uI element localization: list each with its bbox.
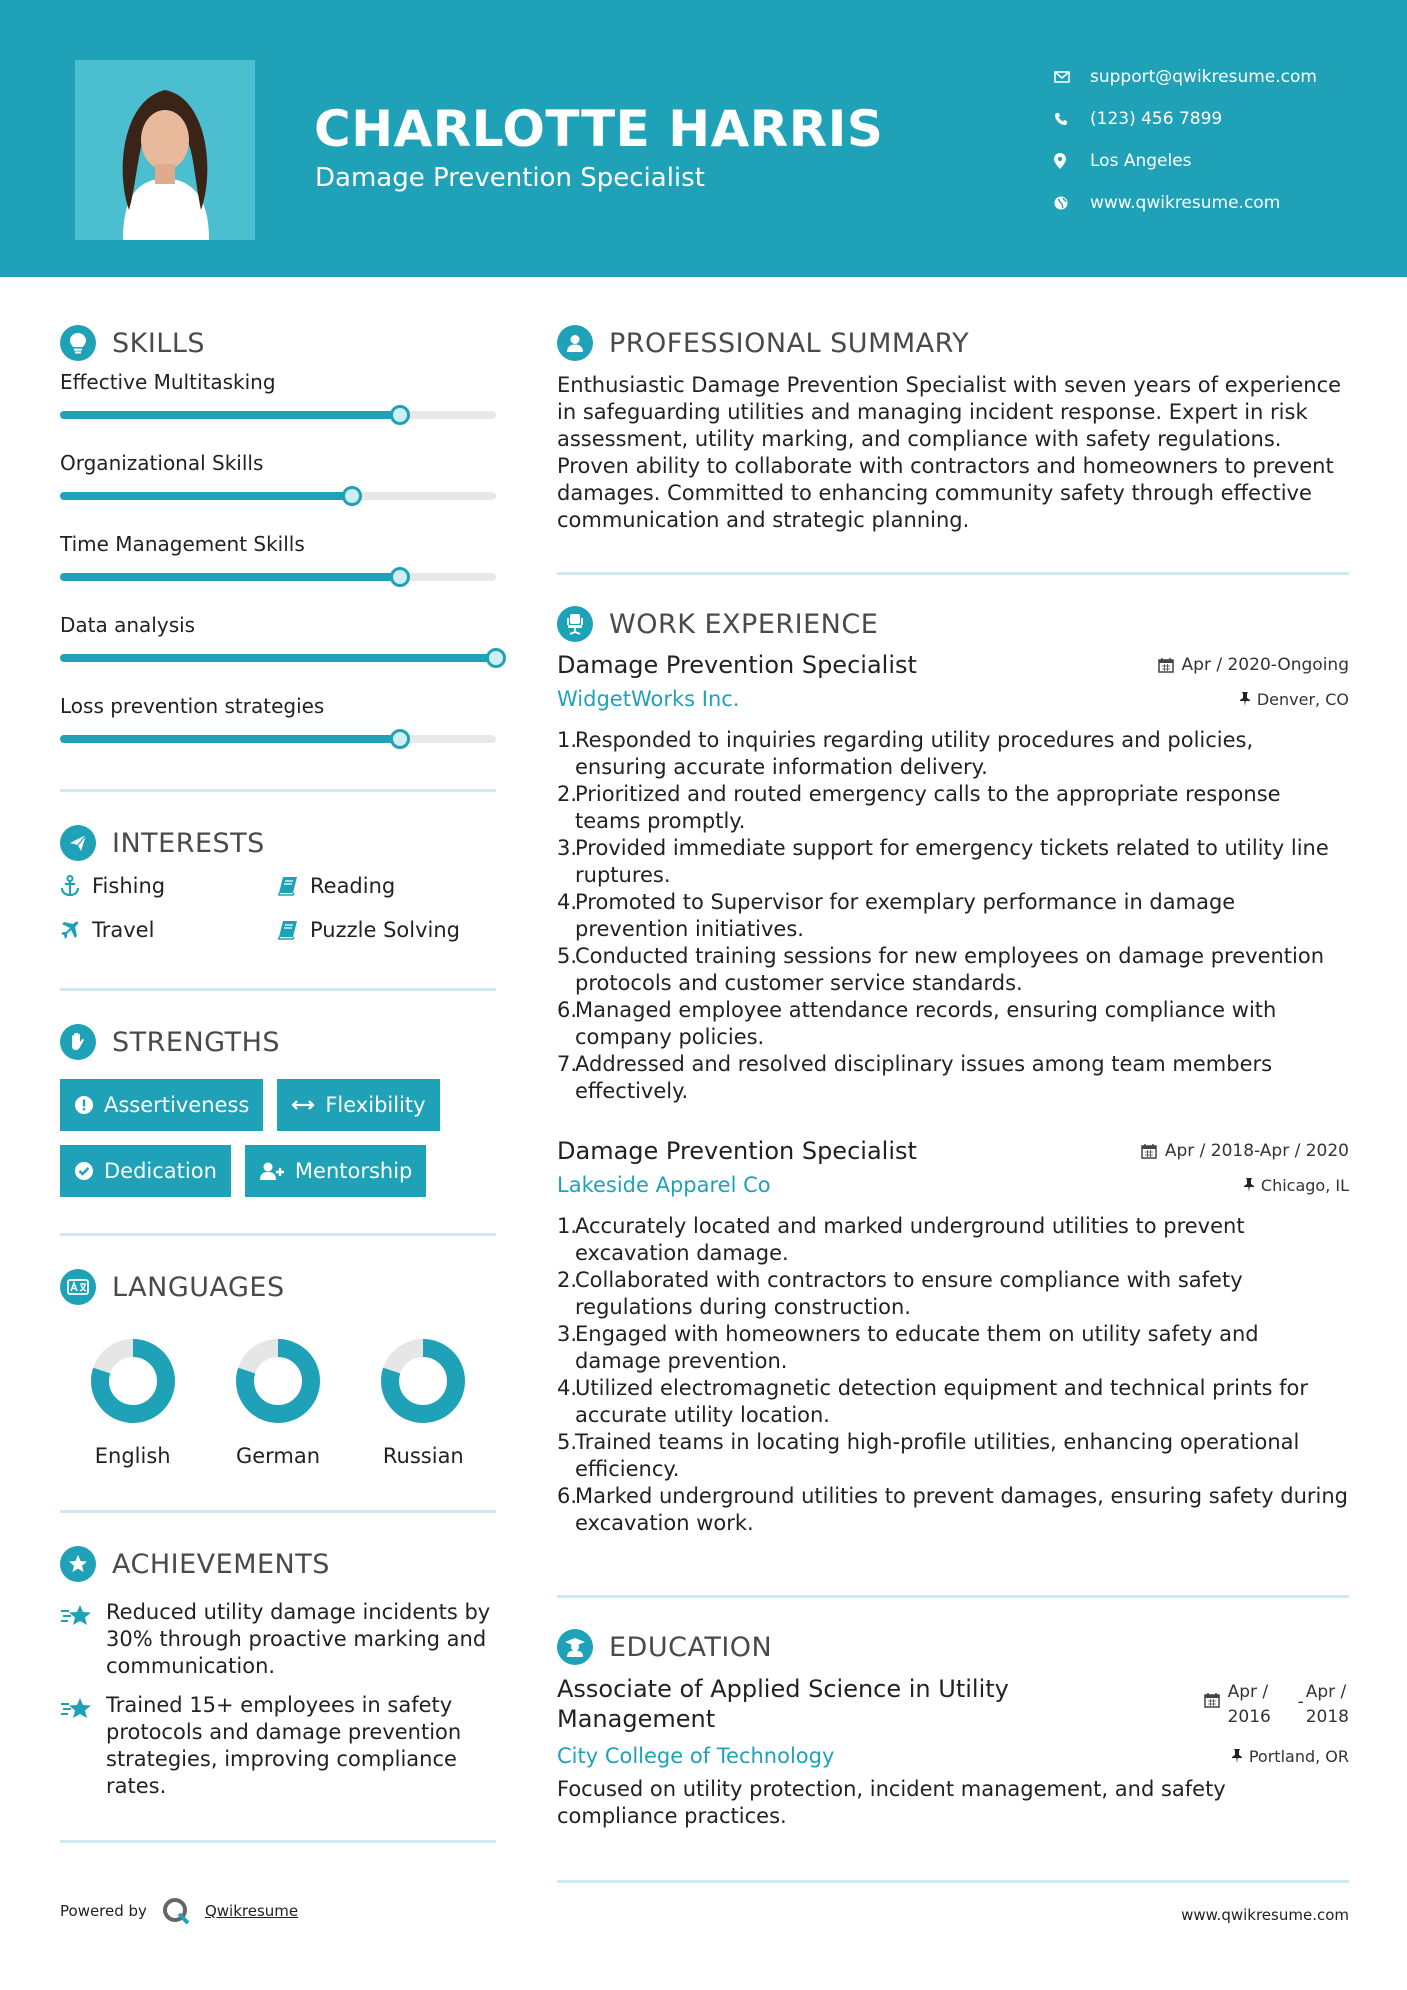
languages-heading xyxy=(60,1264,496,1310)
contact-phone[interactable] xyxy=(1054,98,1317,140)
job-date-text: Apr / 2020-Ongoing xyxy=(1181,655,1349,675)
interest-item xyxy=(60,874,278,898)
duty-list xyxy=(557,1213,1349,1537)
strength-tag xyxy=(277,1079,439,1131)
phone-icon xyxy=(1054,112,1090,126)
interest-label: Puzzle Solving xyxy=(310,918,460,942)
skill-item xyxy=(60,532,496,609)
duty-item: 5. Conducted training sessions for new employees on damage prevention protocols and customer service standards. xyxy=(557,943,1349,997)
language-donut xyxy=(378,1336,468,1426)
skills-heading xyxy=(60,320,496,366)
book-icon xyxy=(278,876,310,896)
duty-item: 4. Utilized electromagnetic detection equipment and technical prints for accurate utility location. xyxy=(557,1375,1349,1429)
achievement-item xyxy=(60,1692,496,1800)
duty-item: 6. Marked underground utilities to prevent damages, ensuring safety during excavation work. xyxy=(557,1484,1349,1535)
section-divider xyxy=(60,1510,496,1513)
profile-photo xyxy=(75,60,255,240)
skill-bar xyxy=(60,492,496,500)
date-part: Apr / xyxy=(1227,1682,1269,1702)
degree-line: Management xyxy=(557,1705,716,1733)
interest-label: Travel xyxy=(92,918,155,942)
skill-bar-knob xyxy=(390,567,410,587)
skill-bar-fill xyxy=(60,735,400,743)
duty-text: Promoted to Supervisor for exemplary performance in damage prevention initiatives. xyxy=(575,890,1236,941)
section-divider xyxy=(60,988,496,991)
contact-list xyxy=(1054,56,1317,224)
job-title: Damage Prevention Specialist xyxy=(557,1137,917,1165)
skill-label: Time Management Skills xyxy=(60,532,305,556)
skill-item xyxy=(60,694,496,771)
company-name: WidgetWorks Inc. xyxy=(557,687,740,711)
interests-heading xyxy=(60,820,496,866)
duty-item: 5. Trained teams in locating high-profile utilities, enhancing operational efficiency. xyxy=(557,1429,1349,1483)
contact-website[interactable] xyxy=(1054,182,1317,224)
duty-item: 3. Provided immediate support for emergency tickets related to utility line ruptures. xyxy=(557,835,1349,889)
language-label: German xyxy=(235,1444,321,1468)
skill-item xyxy=(60,613,496,690)
date-part: 2016 xyxy=(1227,1707,1271,1727)
education-date-end xyxy=(1306,1680,1349,1730)
skill-item xyxy=(60,370,496,447)
language-donut xyxy=(88,1336,178,1426)
interest-item xyxy=(278,874,496,898)
interest-label: Reading xyxy=(310,874,396,898)
duty-text: Provided immediate support for emergency tickets related to utility line ruptures. xyxy=(575,836,1329,887)
date-part: Apr / xyxy=(1305,1682,1347,1702)
skill-bar xyxy=(60,735,496,743)
education-heading xyxy=(557,1624,1349,1670)
calendar-icon xyxy=(1204,1680,1220,1713)
language-label: English xyxy=(94,1444,171,1468)
office-chair-icon xyxy=(557,606,593,642)
school-location xyxy=(1231,1747,1349,1766)
qwikresume-logo-icon xyxy=(161,1896,191,1926)
section-divider xyxy=(60,1840,496,1843)
shooting-star-icon xyxy=(60,1599,106,1680)
skills-list xyxy=(60,370,496,771)
achievement-text: Reduced utility damage incidents by 30% through proactive marking and communication. xyxy=(106,1600,491,1678)
duty-text: Trained teams in locating high-profile utilities, enhancing operational efficiency. xyxy=(575,1430,1300,1481)
section-divider xyxy=(557,572,1349,575)
contact-email[interactable] xyxy=(1054,56,1317,98)
summary-text: Enthusiastic Damage Prevention Specialist with seven years of experience in safeguarding utilities and managing incident response. Expert in risk assessment, utility marking, and compliance with safety regulations. Proven ability to collaborate with contractors and homeowners to prevent damages. Committed to enhancing community safety through effective communication and strategic planning. xyxy=(557,373,1342,532)
skill-bar-fill xyxy=(60,411,400,419)
degree-title xyxy=(557,1674,1009,1734)
date-part: 2018 xyxy=(1305,1707,1349,1727)
contact-phone-text: (123) 456 7899 xyxy=(1090,109,1223,129)
language-donut xyxy=(233,1336,323,1426)
language-item xyxy=(351,1336,496,1468)
plane-icon xyxy=(60,920,92,940)
skill-bar xyxy=(60,654,496,662)
powered-by-text: Powered by xyxy=(60,1902,147,1920)
duty-item: 2. Collaborated with contractors to ensure compliance with safety regulations during construction. xyxy=(557,1267,1349,1321)
interest-item xyxy=(60,918,278,942)
pushpin-icon xyxy=(1243,1178,1255,1192)
pushpin-icon xyxy=(1239,692,1251,706)
star-badge-icon xyxy=(60,1546,96,1582)
skill-bar-knob xyxy=(342,486,362,506)
envelope-icon xyxy=(1054,71,1090,83)
achievement-item xyxy=(60,1599,496,1680)
language-item xyxy=(60,1336,205,1468)
contact-location xyxy=(1054,140,1317,182)
skills-title: SKILLS xyxy=(112,327,206,359)
brand-link[interactable]: Qwikresume xyxy=(204,1902,299,1920)
contact-location-text: Los Angeles xyxy=(1090,151,1192,171)
strengths-title: STRENGTHS xyxy=(112,1026,281,1058)
calendar-icon xyxy=(1158,657,1174,673)
duty-item: 4. Promoted to Supervisor for exemplary performance in damage prevention initiatives. xyxy=(557,889,1349,943)
interests-title: INTERESTS xyxy=(112,827,265,859)
candidate-title: Damage Prevention Specialist xyxy=(315,163,705,193)
skill-bar-knob xyxy=(486,648,506,668)
education-description: Focused on utility protection, incident management, and safety compliance practices. xyxy=(557,1777,1226,1828)
skill-bar-fill xyxy=(60,492,352,500)
duty-text: Managed employee attendance records, ensuring compliance with company policies. xyxy=(575,998,1277,1049)
skill-label: Effective Multitasking xyxy=(60,370,276,394)
paper-plane-icon xyxy=(60,825,96,861)
candidate-name: CHARLOTTE HARRIS xyxy=(314,100,884,158)
skill-label: Organizational Skills xyxy=(60,451,264,475)
strength-tag xyxy=(60,1145,231,1197)
duty-item: 3. Engaged with homeowners to educate them on utility safety and damage prevention. xyxy=(557,1321,1349,1375)
map-pin-icon xyxy=(1054,153,1090,169)
strength-label: Mentorship xyxy=(294,1159,413,1183)
duty-text: Engaged with homeowners to educate them on utility safety and damage prevention. xyxy=(575,1322,1259,1373)
languages-title: LANGUAGES xyxy=(112,1271,285,1303)
user-plus-icon xyxy=(259,1161,285,1181)
skill-bar-knob xyxy=(390,729,410,749)
interest-label: Fishing xyxy=(92,874,166,898)
school-location-text: Portland, OR xyxy=(1248,1746,1349,1766)
duty-text: Collaborated with contractors to ensure compliance with safety regulations during construction. xyxy=(575,1268,1243,1319)
translate-icon xyxy=(60,1269,96,1305)
lightbulb-icon xyxy=(60,325,96,361)
skill-item xyxy=(60,451,496,528)
book-icon xyxy=(278,920,310,940)
duty-text: Conducted training sessions for new employees on damage prevention protocols and customer service standards. xyxy=(575,944,1325,995)
section-divider xyxy=(557,1880,1349,1883)
arrows-horizontal-icon xyxy=(291,1098,315,1112)
duty-text: Accurately located and marked underground utilities to prevent excavation damage. xyxy=(575,1214,1245,1265)
job-location xyxy=(1243,1176,1349,1195)
skill-bar-fill xyxy=(60,573,400,581)
anchor-icon xyxy=(60,875,92,897)
skill-label: Loss prevention strategies xyxy=(60,694,325,718)
education-entry xyxy=(557,1674,1349,1830)
duty-text: Prioritized and routed emergency calls to the appropriate response teams promptly. xyxy=(575,782,1281,833)
contact-email-text: support@qwikresume.com xyxy=(1090,67,1317,87)
calendar-icon xyxy=(1141,1143,1157,1159)
job-entry xyxy=(557,1137,1349,1537)
school-name: City College of Technology xyxy=(557,1744,835,1768)
duty-item: 1. Responded to inquiries regarding utility procedures and policies, ensuring accurate information delivery. xyxy=(557,727,1349,781)
graduate-icon xyxy=(557,1629,593,1665)
footer-website[interactable]: www.qwikresume.com xyxy=(1181,1906,1349,1924)
achievements-heading xyxy=(60,1541,496,1587)
degree-line: Associate of Applied Science in Utility xyxy=(557,1675,1009,1703)
date-separator: - xyxy=(1297,1692,1304,1712)
check-circle-icon xyxy=(74,1161,94,1181)
duty-list xyxy=(557,727,1349,1105)
summary-heading xyxy=(557,320,1349,366)
job-date-text: Apr / 2018-Apr / 2020 xyxy=(1164,1141,1349,1161)
right-column xyxy=(557,320,1349,1883)
education-date-start xyxy=(1228,1680,1298,1730)
skill-label: Data analysis xyxy=(60,613,196,637)
duty-item: 2. Prioritized and routed emergency calls to the appropriate response teams promptly. xyxy=(557,781,1349,835)
pushpin-icon xyxy=(1231,1749,1243,1763)
strength-label: Assertiveness xyxy=(104,1093,250,1117)
globe-icon xyxy=(1054,196,1090,210)
job-date xyxy=(1158,655,1349,675)
skill-bar-knob xyxy=(390,405,410,425)
duty-text: Utilized electromagnetic detection equipment and technical prints for accurate utility location. xyxy=(575,1376,1308,1427)
section-divider xyxy=(60,789,496,792)
achievement-text: Trained 15+ employees in safety protocols and damage prevention strategies, improving compliance rates. xyxy=(106,1693,462,1798)
job-entry xyxy=(557,651,1349,1105)
strength-label: Flexibility xyxy=(325,1093,426,1117)
duty-item: 6. Managed employee attendance records, ensuring compliance with company policies. xyxy=(557,997,1349,1051)
duty-text: Addressed and resolved disciplinary issues among team members effectively. xyxy=(575,1052,1273,1103)
company-name: Lakeside Apparel Co xyxy=(557,1173,771,1197)
interest-item xyxy=(278,918,496,942)
section-divider xyxy=(557,1595,1349,1598)
hand-icon xyxy=(60,1024,96,1060)
contact-website-text: www.qwikresume.com xyxy=(1090,193,1281,213)
education-date xyxy=(1204,1674,1349,1734)
duty-item: 1. Accurately located and marked underground utilities to prevent excavation damage. xyxy=(557,1213,1349,1267)
strength-tag xyxy=(245,1145,426,1197)
shooting-star-icon xyxy=(60,1692,106,1800)
skill-bar xyxy=(60,573,496,581)
summary-title: PROFESSIONAL SUMMARY xyxy=(609,327,970,359)
education-title: EDUCATION xyxy=(609,1631,773,1663)
exclamation-circle-icon xyxy=(74,1095,94,1115)
interests-list xyxy=(60,874,496,942)
strength-tag xyxy=(60,1079,263,1131)
job-date xyxy=(1141,1141,1349,1161)
duty-text: Responded to inquiries regarding utility procedures and policies, ensuring accurate information delivery. xyxy=(575,728,1254,779)
language-item xyxy=(205,1336,350,1468)
resume-header xyxy=(0,0,1407,277)
skill-bar-fill xyxy=(60,654,496,662)
skill-bar xyxy=(60,411,496,419)
duty-text: Marked underground utilities to prevent damages, ensuring safety during excavation work. xyxy=(575,1484,1349,1535)
experience-heading xyxy=(557,601,1349,647)
footer-powered-by xyxy=(60,1896,298,1926)
strengths-list xyxy=(60,1079,496,1197)
user-icon xyxy=(557,325,593,361)
language-label: Russian xyxy=(382,1444,464,1468)
job-location-text: Denver, CO xyxy=(1256,689,1349,709)
job-location xyxy=(1239,690,1349,709)
strengths-heading xyxy=(60,1019,496,1065)
job-location-text: Chicago, IL xyxy=(1260,1175,1349,1195)
duty-item: 7. Addressed and resolved disciplinary issues among team members effectively. xyxy=(557,1051,1349,1105)
section-divider xyxy=(60,1233,496,1236)
experience-title: WORK EXPERIENCE xyxy=(609,608,879,640)
achievements-title: ACHIEVEMENTS xyxy=(112,1548,330,1580)
languages-list xyxy=(60,1336,496,1468)
strength-label: Dedication xyxy=(104,1159,217,1183)
left-column xyxy=(60,320,496,1843)
job-title: Damage Prevention Specialist xyxy=(557,651,917,679)
